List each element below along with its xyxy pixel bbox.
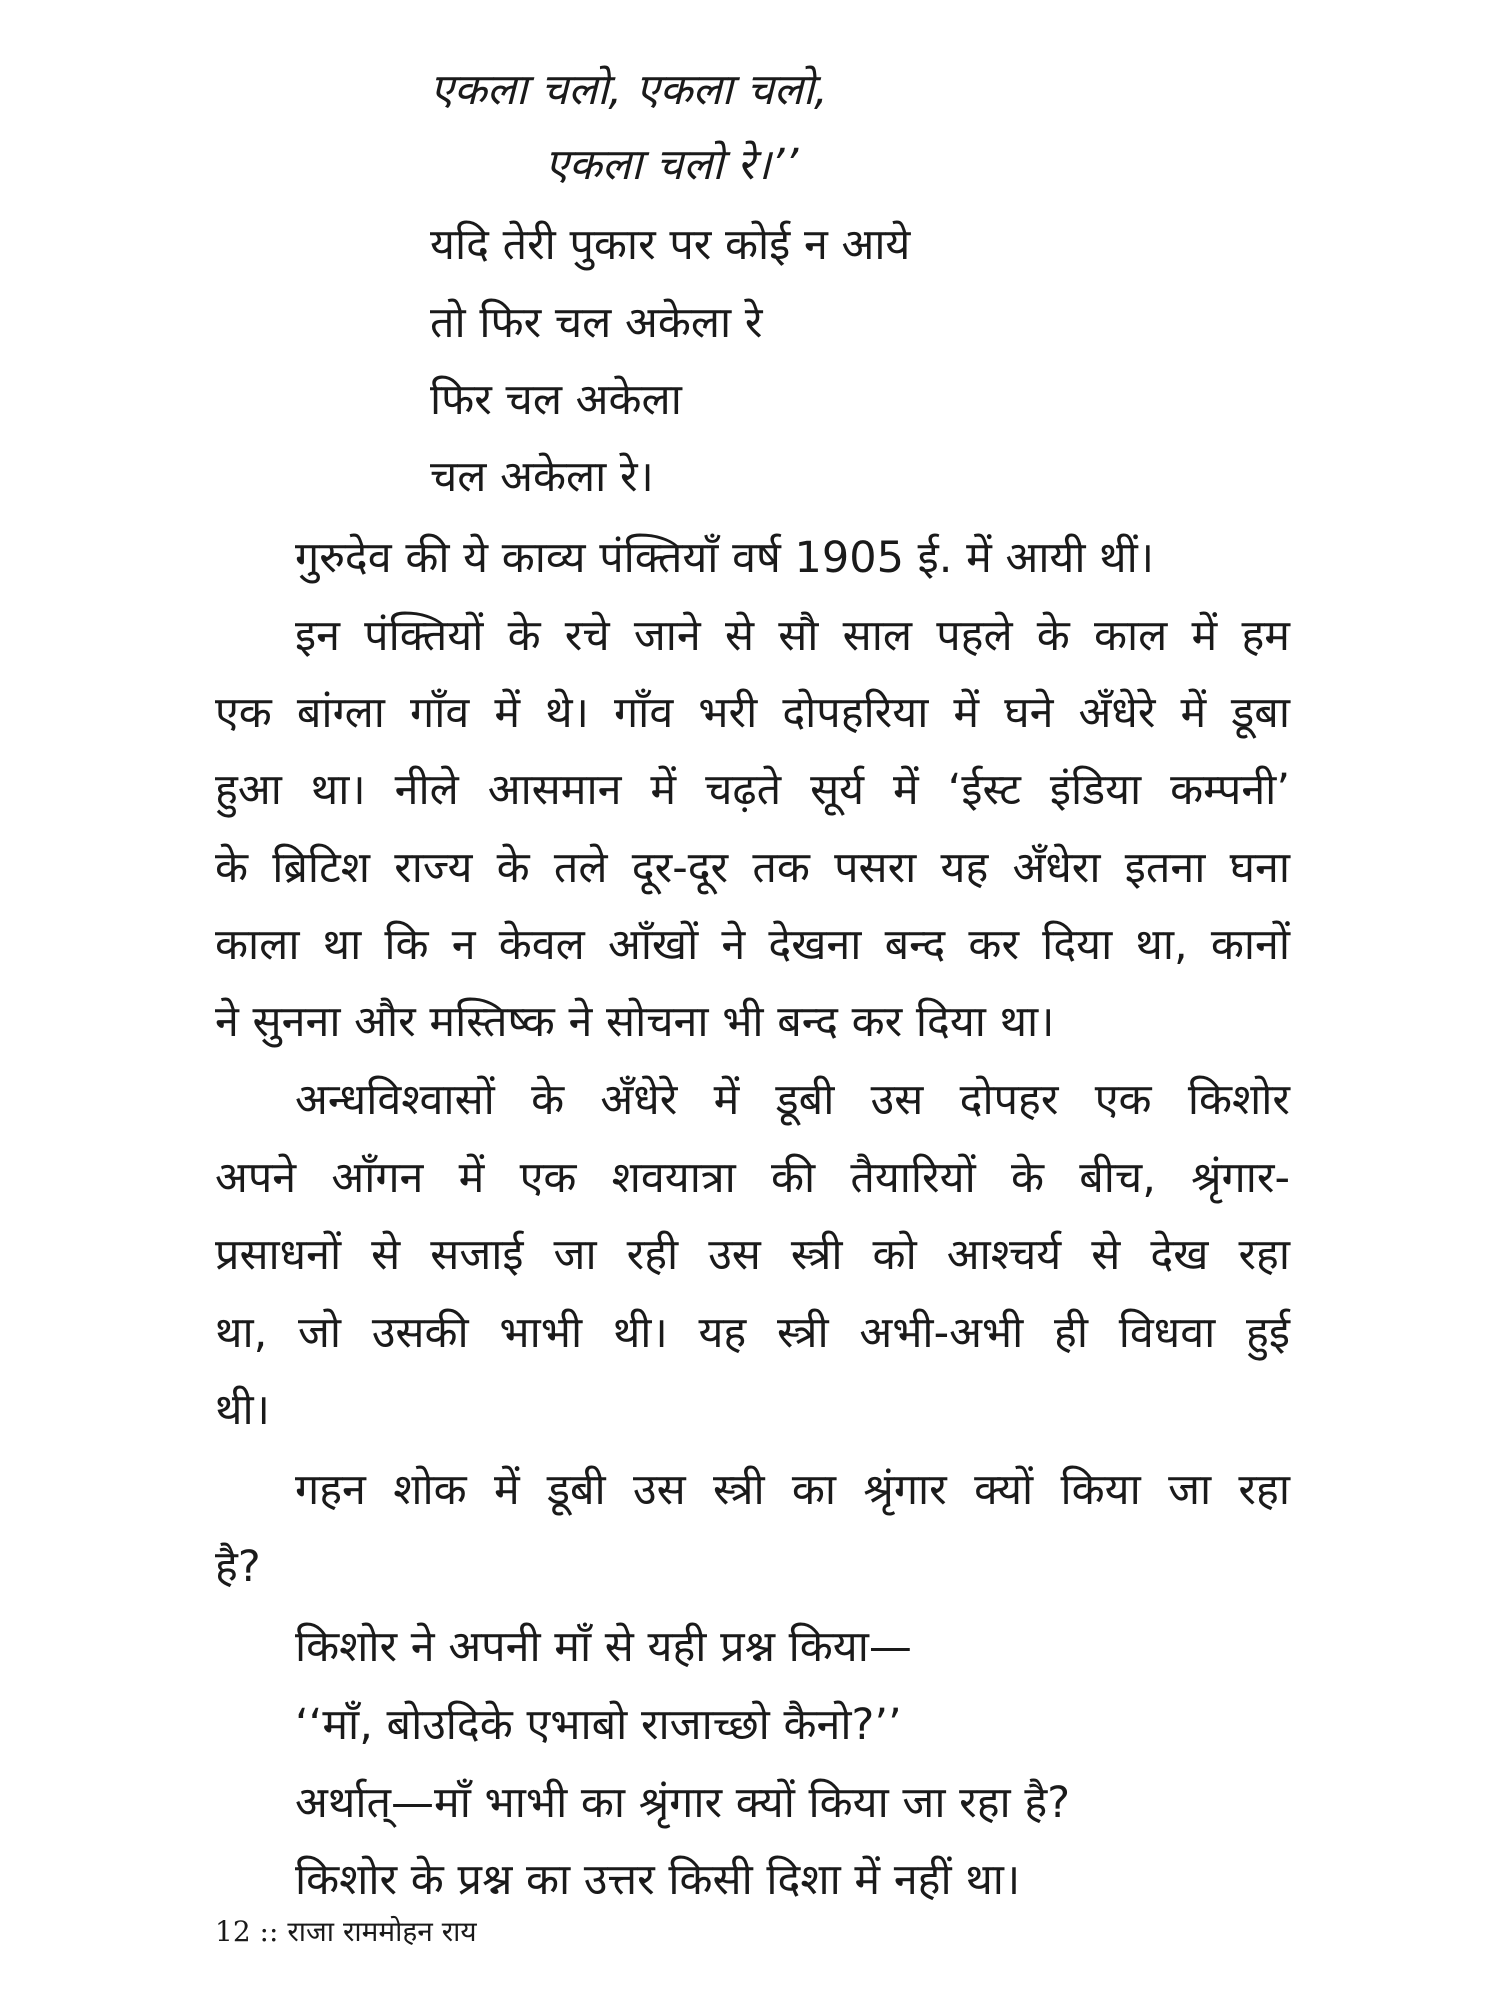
poem-line-5: फिर चल अकेला	[430, 375, 682, 425]
poem-line-4: तो फिर चल अकेला रे	[430, 298, 763, 348]
paragraph-line: गहन शोक में डूबी उस स्त्री का श्रृंगार क्यों किया जा रहा	[295, 1465, 1290, 1515]
poem-line-1: एकला चलो, एकला चलो,	[430, 65, 828, 115]
poem-line-3: यदि तेरी पुकार पर कोई न आये	[430, 220, 911, 270]
paragraph-line: ने सुनना और मस्तिष्क ने सोचना भी बन्द कर दिया था।	[215, 997, 1055, 1047]
paragraph-line: गुरुदेव की ये काव्य पंक्तियाँ वर्ष 1905 ई. में आयी थीं।	[295, 533, 1155, 583]
poem-line-2: एकला चलो रे।’’	[545, 140, 799, 190]
paragraph-line: अन्धविश्वासों के अँधेरे में डूबी उस दोपहर एक किशोर	[295, 1075, 1290, 1125]
paragraph-line: काला था कि न केवल आँखों ने देखना बन्द कर दिया था, कानों	[215, 920, 1290, 970]
paragraph-line: ‘‘माँ, बोउदिके एभाबो राजाच्छो कैनो?’’	[295, 1700, 902, 1750]
paragraph-line: है?	[215, 1542, 261, 1592]
paragraph-line: अपने आँगन में एक शवयात्रा की तैयारियों के बीच, श्रृंगार-	[215, 1153, 1290, 1203]
paragraph-line: के ब्रिटिश राज्य के तले दूर-दूर तक पसरा यह अँधेरा इतना घना	[215, 843, 1290, 893]
paragraph-line: इन पंक्तियों के रचे जाने से सौ साल पहले के काल में हम	[295, 611, 1290, 661]
paragraph-line: था, जो उसकी भाभी थी। यह स्त्री अभी-अभी ही विधवा हुई	[215, 1308, 1290, 1358]
paragraph-line: प्रसाधनों से सजाई जा रही उस स्त्री को आश्चर्य से देख रहा	[215, 1230, 1290, 1280]
paragraph-line: अर्थात्—माँ भाभी का श्रृंगार क्यों किया जा रहा है?	[295, 1778, 1071, 1828]
paragraph-line: थी।	[215, 1385, 270, 1435]
paragraph-line: किशोर ने अपनी माँ से यही प्रश्न किया—	[295, 1622, 912, 1672]
page-number: 12	[215, 1915, 251, 1948]
paragraph-line: हुआ था। नीले आसमान में चढ़ते सूर्य में ‘ईस्ट इंडिया कम्पनी’	[215, 765, 1290, 815]
book-title: राजा राममोहन राय	[287, 1915, 477, 1948]
paragraph-line: किशोर के प्रश्न का उत्तर किसी दिशा में नहीं था।	[295, 1855, 1021, 1905]
page-footer	[215, 1912, 477, 1950]
footer-separator: ::	[259, 1915, 279, 1948]
poem-line-6: चल अकेला रे।	[430, 452, 654, 502]
paragraph-line: एक बांग्ला गाँव में थे। गाँव भरी दोपहरिया में घने अँधेरे में डूबा	[215, 688, 1290, 738]
